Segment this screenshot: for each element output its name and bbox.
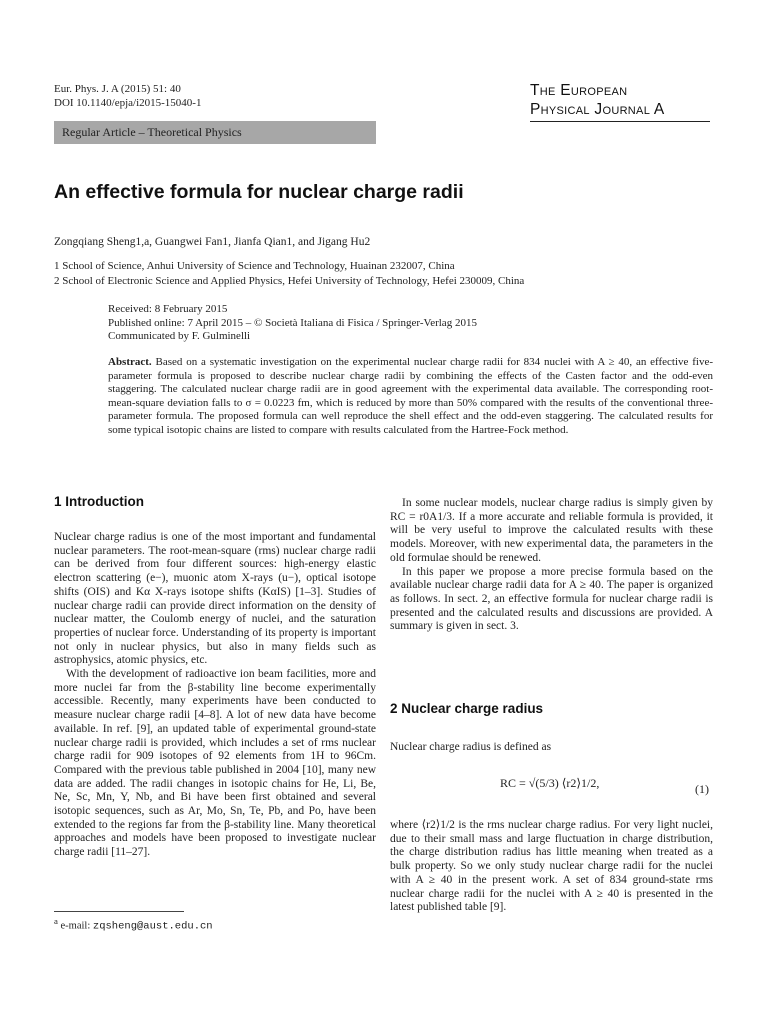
email-link[interactable]: zqsheng@aust.edu.cn — [92, 920, 213, 933]
dates-block — [108, 303, 477, 344]
abstract — [108, 356, 713, 438]
paragraph-definition: Nuclear charge radius is defined as — [390, 741, 552, 753]
footnote-marker: a — [54, 916, 58, 926]
authors: Zongqiang Sheng1,a, Guangwei Fan1, Jianfa Qian1, and Jigang Hu2 — [54, 236, 371, 248]
article-type-bar — [54, 121, 376, 144]
equation-1: RC = √(5/3) ⟨r2⟩1/2, — [500, 776, 600, 790]
communicated-by: Communicated by F. Gulminelli — [108, 330, 251, 342]
paper-title: An effective formula for nuclear charge radii — [54, 181, 464, 203]
published-date: Published online: 7 April 2015 – © Società Italiana di Fisica / Springer-Verlag 2015 — [108, 316, 477, 329]
footnote-rule — [54, 911, 184, 912]
journal-name — [530, 81, 710, 119]
affiliation-2: 2 School of Electronic Science and Applied Physics, Hefei University of Technology, Hefei 230009, China — [54, 275, 525, 287]
paragraph-outline: In this paper we propose a more precise formula based on the available nuclear charge radii data for A ≥ 40. The paper is organized as follows. In sect. 2, an effective formula for nuclear charge radii is presented and the calculated results and discussions are provided. A summary is given in sect. 3. — [390, 565, 713, 633]
journal-line-2: Physical Journal A — [530, 101, 665, 118]
abstract-label: Abstract. — [108, 356, 152, 368]
affiliation-1: 1 School of Science, Anhui University of Science and Technology, Huainan 232007, China — [54, 260, 455, 272]
paragraph-rms: where ⟨r2⟩1/2 is the rms nuclear charge radius. For very light nuclei, due to their small mass and large fluctuation in charge distribution, the charge distribution radius has little meaning when treated as a bulk property. So we only study nuclear charge radii for the nuclei with A ≥ 40 in the present work. A set of 834 ground-state rms nuclear charge radii for the nuclei with A ≥ 40 is presented in the latest published table [9]. — [390, 819, 713, 914]
doi-line: DOI 10.1140/epja/i2015-15040-1 — [54, 97, 202, 109]
footnote — [54, 916, 213, 933]
section-heading-charge-radius: 2 Nuclear charge radius — [390, 701, 544, 716]
affiliations — [54, 259, 524, 289]
section-heading-introduction: 1 Introduction — [54, 494, 144, 509]
column-left — [54, 531, 376, 860]
abstract-text: Based on a systematic investigation on the experimental nuclear charge radii for 834 nuclei with A ≥ 40, an effective five-parameter formula is proposed to describe nuclear charge radii by combining the effects of the Casten factor and the odd-even staggering. The calculated nuclear charge radii are in good agreement with the experimental data available. The corresponding root-mean-square deviation falls to σ = 0.0223 fm, which is reduced by more than 50% compared with the results of the conventional three-parameter formula. The proposed formula can well reproduce the shell effect and the odd-even staggering. The calculated results for some typical isotopic chains are listed to compare with results calculated from the Hartree-Fock method. — [108, 356, 714, 436]
footnote-label: e-mail: — [60, 920, 91, 932]
equation-number: (1) — [695, 782, 709, 796]
article-type: Regular Article – Theoretical Physics — [62, 125, 242, 139]
received-date: Received: 8 February 2015 — [108, 303, 228, 315]
citation-block — [54, 82, 201, 110]
intro-paragraph-2: With the development of radioactive ion beam facilities, more and more nuclei far from the β-stability line become experimentally accessible. Recently, many experiments have been conducted to measure nuclear charge radii [4–8]. A lot of new data have become available. In ref. [9], an updated table of experimental ground-state nuclear charge radii is provided, which includes a set of rms nuclear charge radii for 909 isotopes of 92 elements from 1H to 96Cm. Compared with the previous table published in 2004 [10], many new data are added. The radii changes in isotopic chains for He, Li, Be, Ne, Sc, Mn, Y, Nb, and Bi have been first obtained and several isotopic sequences, such as Ar, Mo, Sn, Te, Pb, and Po, have been extended to the regions far from the β-stability line. Many theoretical approaches and models have been proposed to investigate nuclear charge radii [11–27]. — [54, 668, 376, 859]
journal-line-1: The European — [530, 82, 628, 99]
column-right — [390, 497, 713, 634]
header-rule — [530, 121, 710, 122]
citation-line: Eur. Phys. J. A (2015) 51: 40 — [54, 83, 181, 95]
intro-paragraph-1: Nuclear charge radius is one of the most important and fundamental nuclear parameters. The root-mean-square (rms) nuclear charge radii can be derived from four different sources: high-energy elastic electron scattering (e−), muonic atom X-rays (u−), optical isotope shifts (OIS) and Kα X-rays isotope shifts (KαIS) [1–3]. Studies of nuclear charge radii can provide direct information on the density of nuclear matter, the Coulomb energy of nuclei, and the saturation properties of nuclear force. Understanding of its property is important not only in nuclear physics, but also in many fields such as astrophysics, atomic physics, etc. — [54, 531, 376, 667]
paragraph-models: In some nuclear models, nuclear charge radius is simply given by RC = r0A1/3. If a more accurate and reliable formula is provided, it will be very useful to improve the calculated results with these models. Moreover, with new experimental data, the parameters in the old formulae should be renewed. — [390, 497, 713, 564]
